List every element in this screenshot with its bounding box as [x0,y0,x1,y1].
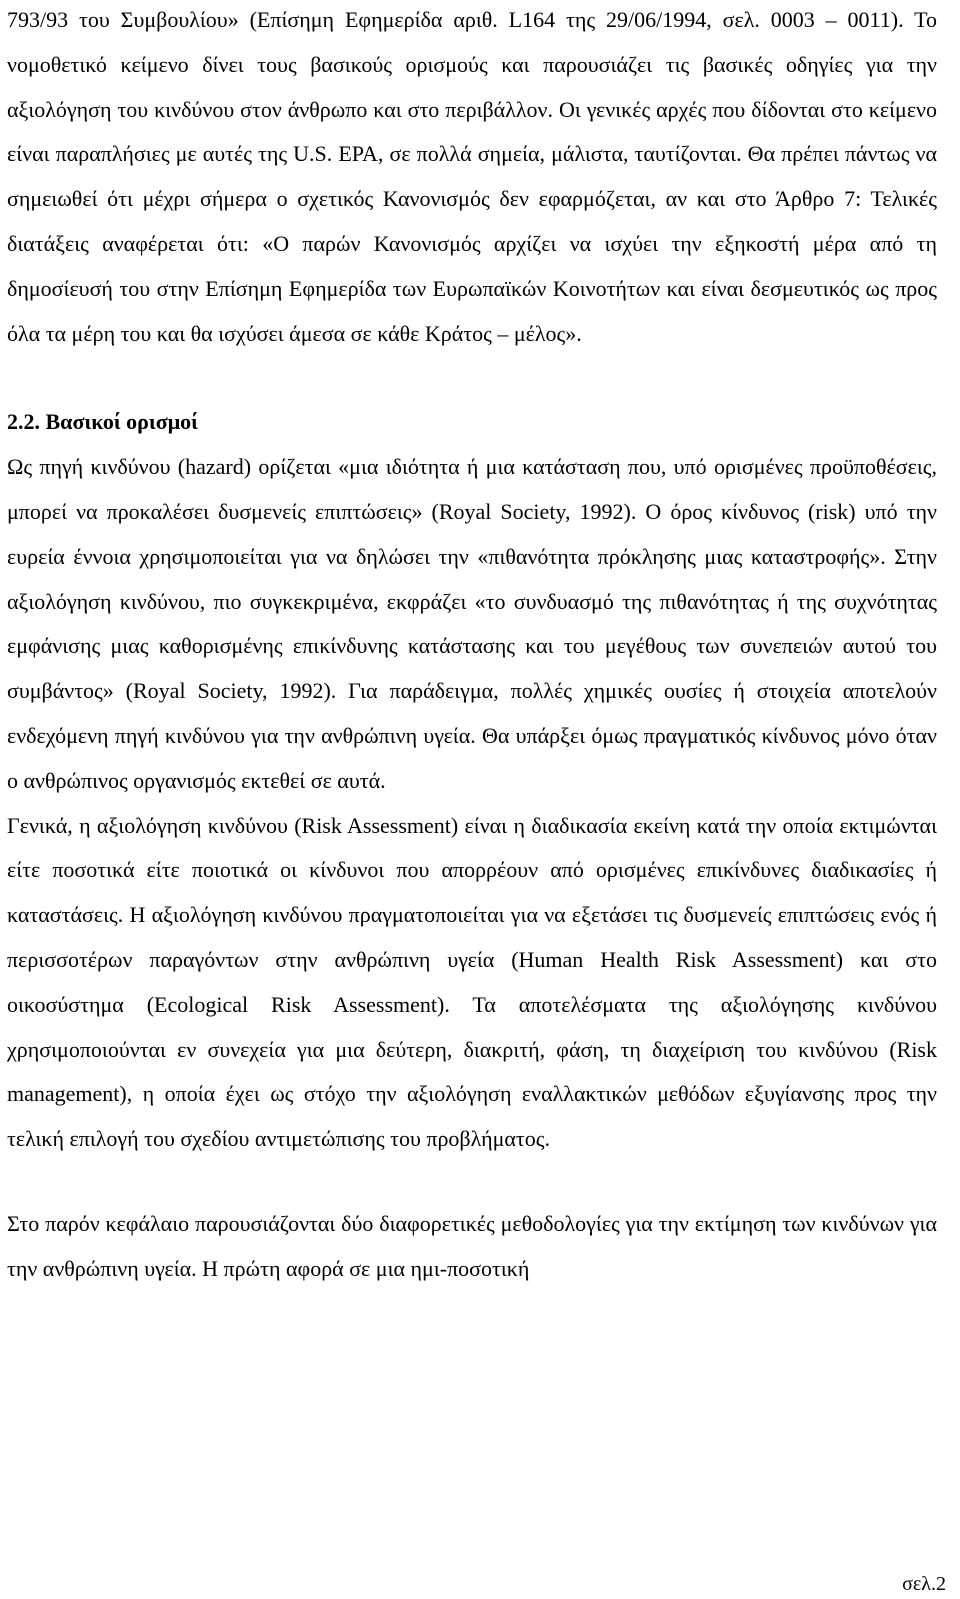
definitions-paragraph: Ως πηγή κινδύνου (hazard) ορίζεται «μια ιδιότητα ή μια κατάσταση που, υπό ορισμένες προϋποθέσεις, μπορεί να προκαλέσει δυσμενείς επιπτώσεις» (Royal Society, 1992). Ο όρος κίνδυνος (risk) υπό την ευρεία έννοια χρησιμοποιείται για να δηλώσει την «πιθανότητα πρόκλησης μιας καταστροφής». Στην αξιολόγηση κινδύνου, πιο συγκεκριμένα, εκφράζει «το συνδυασμό της πιθανότητας ή της συχνότητας εμφάνισης μιας καθορισμένης επικίνδυνης κατάστασης και του μεγέθους των συνεπειών αυτού του συμβάντος» (Royal Society, 1992). Για παράδειγμα, πολλές χημικές ουσίες ή στοιχεία αποτελούν ενδεχόμενη πηγή κινδύνου για την ανθρώπινη υγεία. Θα υπάρξει όμως πραγματικός κίνδυνος μόνο όταν ο ανθρώπινος οργανισμός εκτεθεί σε αυτά. [7,454,937,793]
document-page [7,0,937,1292]
intro-paragraph: 793/93 του Συμβουλίου» (Επίσημη Εφημερίδα αριθ. L164 της 29/06/1994, σελ. 0003 – 0011). Το νομοθετικό κείμενο δίνει τους βασικούς ορισμούς και παρουσιάζει τις βασικές οδηγίες για την αξιολόγηση του κινδύνου στον άνθρωπο και στο περιβάλλον. Οι γενικές αρχές που δίδονται στο κείμενο είναι παραπλήσιες με αυτές της U.S. EPA, σε πολλά σημεία, μάλιστα, ταυτίζονται. Θα πρέπει πάντως να σημειωθεί ότι μέχρι σήμερα ο σχετικός Κανονισμός δεν εφαρμόζεται, αν και στο Άρθρο 7: Τελικές διατάξεις αναφέρεται ότι: «Ο παρών Κανονισμός αρχίζει να ισχύει την εξηκοστή μέρα από τη δημοσίευσή του στην Επίσημη Εφημερίδα των Ευρωπαϊκών Κοινοτήτων και είναι δεσμευτικός ως προς όλα τα μέρη του και θα ισχύσει άμεσα σε κάθε Κράτος – μέλος». [7,7,937,346]
page-number: σελ.2 [902,1573,946,1595]
section-heading: 2.2. Βασικοί ορισμοί [7,409,198,435]
closing-paragraph: Στο παρόν κεφάλαιο παρουσιάζονται δύο διαφορετικές μεθοδολογίες για την εκτίμηση των κινδύνων για την ανθρώπινη υγεία. Η πρώτη αφορά σε μια ημι-ποσοτική [7,1210,937,1281]
paragraph-gap [7,1162,937,1202]
paragraph-gap [7,356,937,400]
assessment-paragraph: Γενικά, η αξιολόγηση κινδύνου (Risk Assessment) είναι η διαδικασία εκείνη κατά την οποία εκτιμώνται είτε ποσοτικά είτε ποιοτικά οι κίνδυνοι που απορρέουν από ορισμένες επικίνδυνες διαδικασίες ή καταστάσεις. Η αξιολόγηση κινδύνου πραγματοποιείται για να εξετάσει τις δυσμενείς επιπτώσεις ενός ή περισσοτέρων παραγόντων στην ανθρώπινη υγεία (Human Health Risk Assessment) και στο οικοσύστημα (Ecological Risk Assessment). Τα αποτελέσματα της αξιολόγησης κινδύνου χρησιμοποιούνται εν συνεχεία για μια δεύτερη, διακριτή, φάση, τη διαχείριση του κινδύνου (Risk management), η οποία έχει ως στόχο την αξιολόγηση εναλλακτικών μεθόδων εξυγίανσης προς την τελική επιλογή του σχεδίου αντιμετώπισης του προβλήματος. [7,812,937,1152]
